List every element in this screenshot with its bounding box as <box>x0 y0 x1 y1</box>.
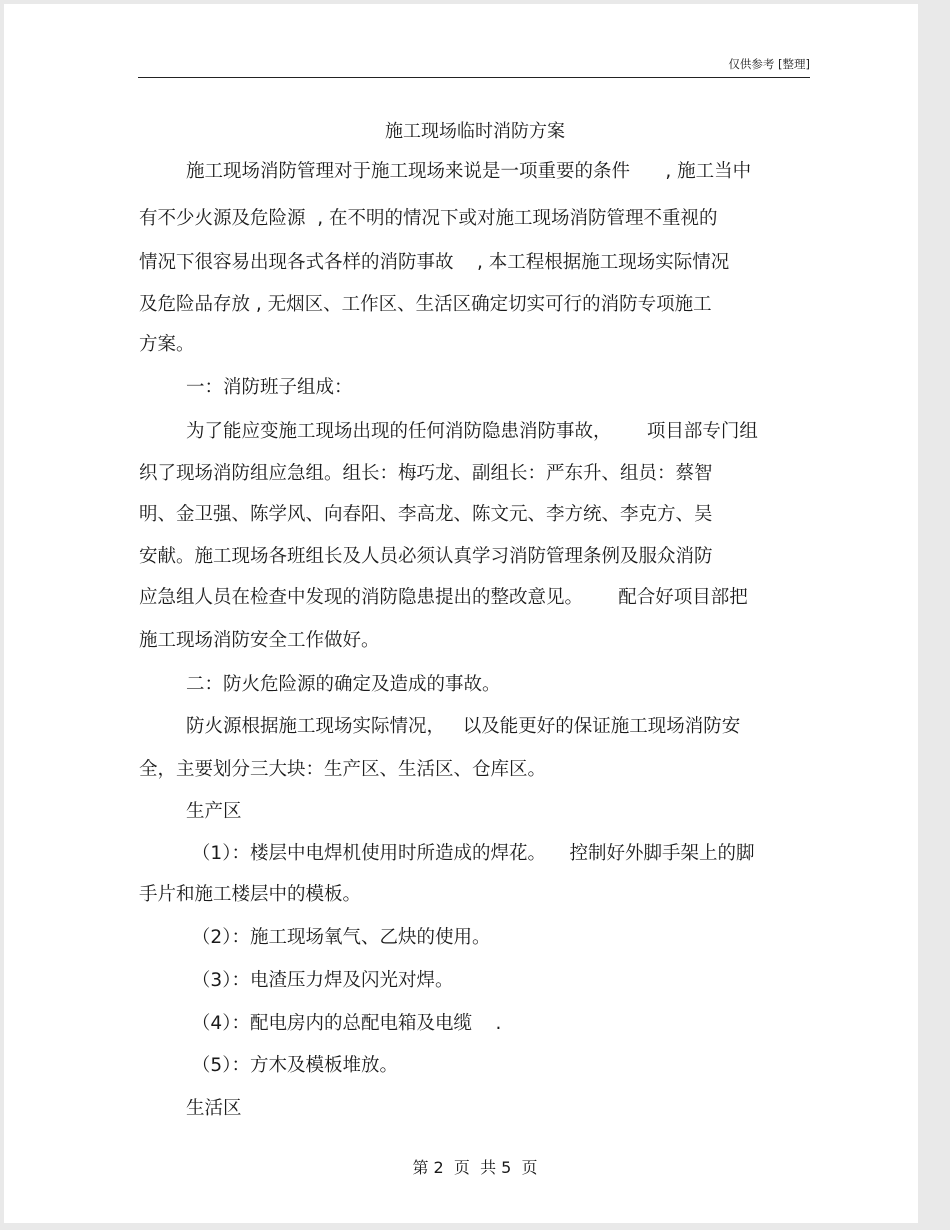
paragraph-line: 应急组人员在检查中发现的消防隐患提出的整改意见。 配合好项目部把 <box>139 587 748 608</box>
paragraph-line: 一：消防班子组成： <box>139 377 353 398</box>
paragraph-line: 为了能应变施工现场出现的任何消防隐患消防事故， 项目部专门组 <box>139 421 758 442</box>
paragraph-line: （2）：施工现场氧气、乙炔的使用。 <box>139 927 491 948</box>
paragraph-line: 施工现场消防管理对于施工现场来说是一项重要的条件 , 施工当中 <box>139 161 752 182</box>
document-title: 施工现场临时消防方案 <box>385 121 565 142</box>
paragraph-line: 织了现场消防组应急组。组长：梅巧龙、副组长：严东升、组员：蔡智 <box>139 463 713 484</box>
page-header <box>138 53 810 78</box>
paragraph-line: （1）：楼层中电焊机使用时所造成的焊花。 控制好外脚手架上的脚 <box>139 843 755 864</box>
paragraph-line: 全，主要划分三大块：生产区、生活区、仓库区。 <box>139 759 547 780</box>
paragraph-line: 生产区 <box>139 801 242 822</box>
paragraph-line: 及危险品存放 , 无烟区、工作区、生活区确定切实可行的消防专项施工 <box>139 294 712 315</box>
paragraph-line: 方案。 <box>139 334 195 355</box>
paragraph-line: 施工现场消防安全工作做好。 <box>139 630 380 651</box>
paragraph-line: 二：防火危险源的确定及造成的事故。 <box>139 674 501 695</box>
page-number-footer: 第 2 页 共 5 页 <box>412 1158 538 1177</box>
paragraph-line: 防火源根据施工现场实际情况， 以及能更好的保证施工现场消防安 <box>139 716 741 737</box>
paragraph-line: （3）：电渣压力焊及闪光对焊。 <box>139 970 454 991</box>
paragraph-line: 安献。施工现场各班组长及人员必须认真学习消防管理条例及服众消防 <box>139 546 713 567</box>
header-label: 仅供参考 [整理] <box>728 57 810 71</box>
paragraph-line: 手片和施工楼层中的模板。 <box>139 884 362 905</box>
paragraph-line: 情况下很容易出现各式各样的消防事故 , 本工程根据施工现场实际情况 <box>139 252 730 273</box>
document-page <box>4 4 918 1223</box>
paragraph-line: 生活区 <box>139 1098 242 1119</box>
paragraph-line: 明、金卫强、陈学风、向春阳、李高龙、陈文元、李方统、李克方、吴 <box>139 504 713 525</box>
paragraph-line: 有不少火源及危险源 , 在不明的情况下或对施工现场消防管理不重视的 <box>139 208 718 229</box>
paragraph-line: （5）：方木及模板堆放。 <box>139 1055 398 1076</box>
paragraph-line: （4）：配电房内的总配电箱及电缆 . <box>139 1013 502 1034</box>
